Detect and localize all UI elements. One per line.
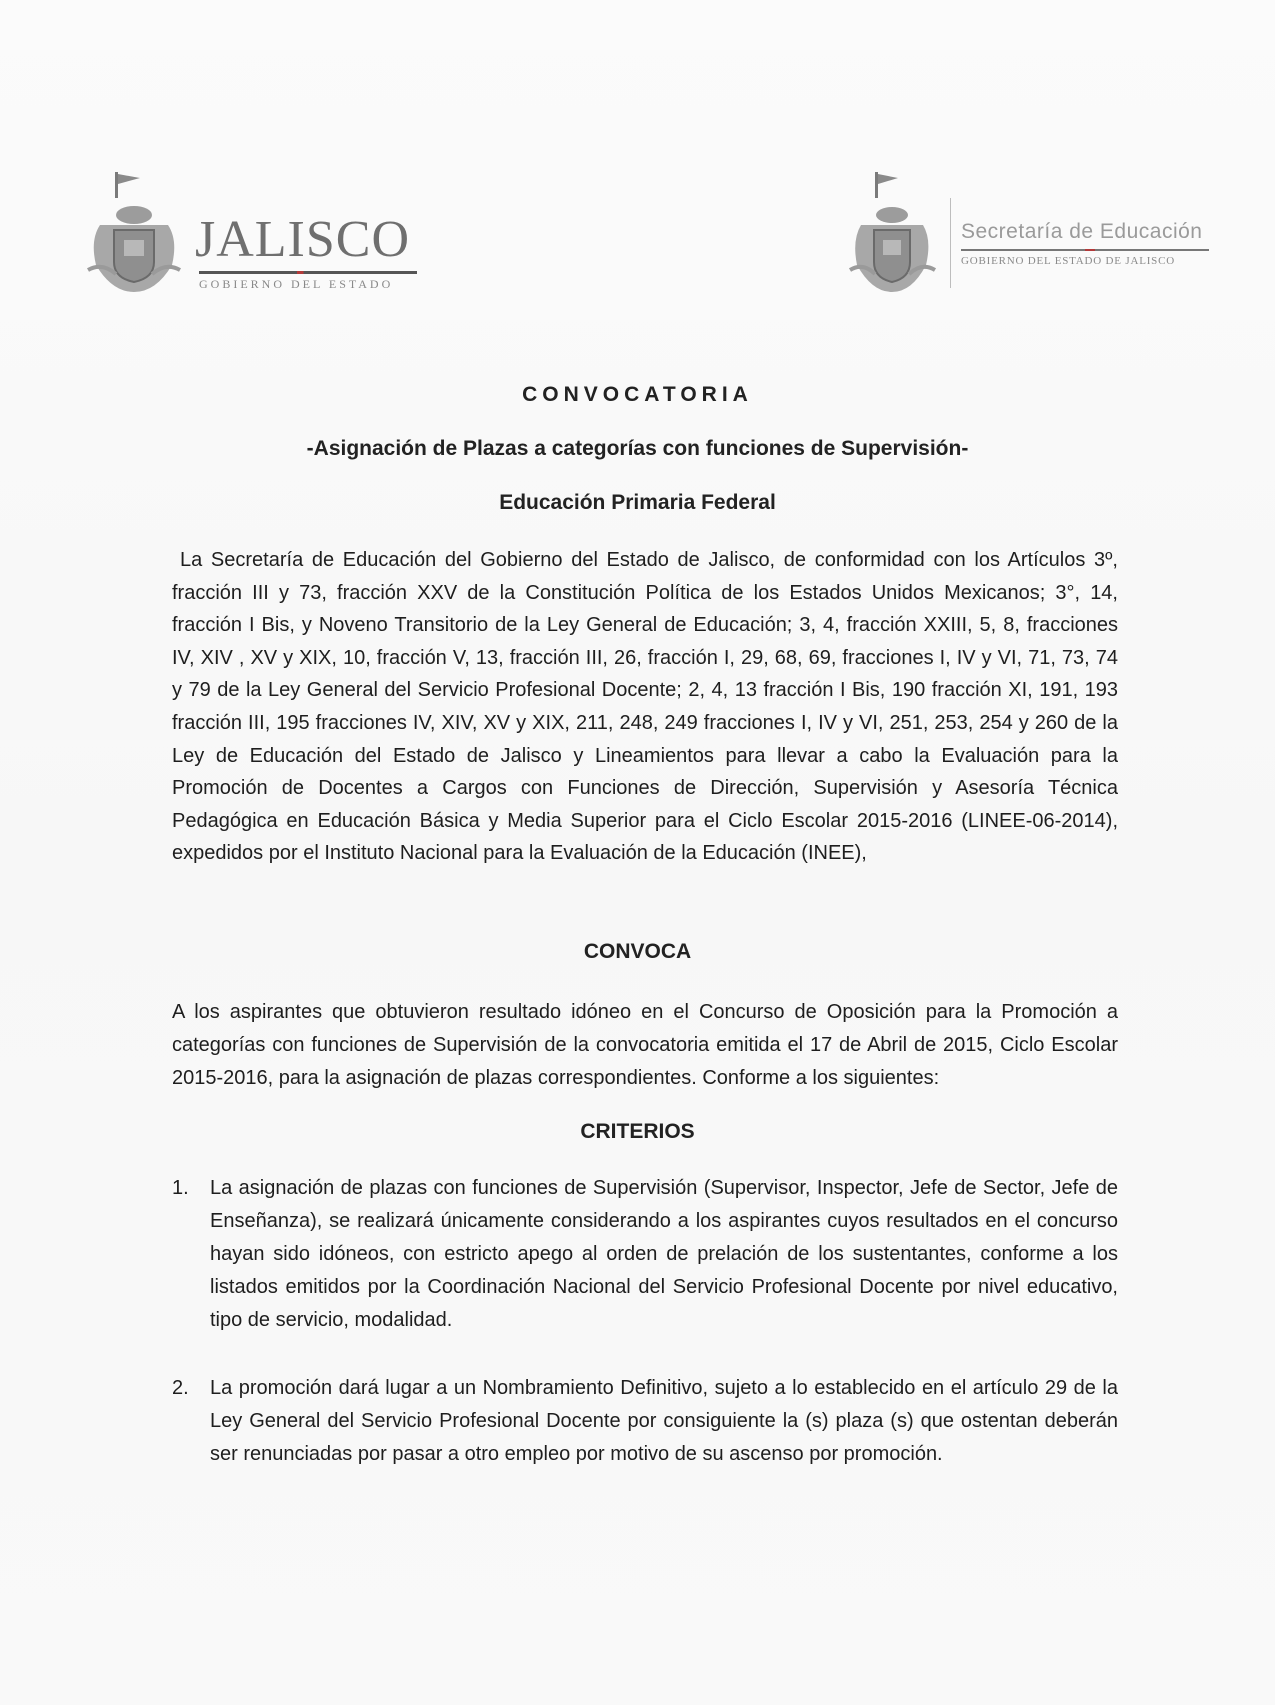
secretaria-crest-icon (845, 170, 940, 295)
criterio-text: La asignación de plazas con funciones de Supervisión (Supervisor, Inspector, Jefe de Sector, Jefe de Enseñanza), se realizará únicamente considerando a los aspirantes cuyos resultados en el concurso hayan sido idóneos, con estricto apego al orden de prelación de los sustentantes, conforme a los listados emitidos por la Coordinación Nacional del Servicio Profesional Docente por nivel educativo, tipo de servicio, modalidad. (210, 1177, 1118, 1331)
jalisco-wordmark: JALISCO (195, 211, 411, 268)
jalisco-subtitle: GOBIERNO DEL ESTADO (199, 277, 394, 291)
education-level: Educación Primaria Federal (499, 491, 776, 514)
criterios-heading: CRITERIOS (580, 1120, 695, 1143)
jalisco-crest-icon (82, 170, 187, 295)
logo-divider (950, 198, 951, 288)
secretaria-title: Secretaría de Educación (961, 220, 1203, 243)
secretaria-subtitle: GOBIERNO DEL ESTADO DE JALISCO (961, 255, 1175, 267)
convoca-heading: CONVOCA (583, 940, 692, 963)
criterio-number: 1. (172, 1177, 189, 1199)
jalisco-rule (199, 271, 417, 274)
convoca-paragraph: A los aspirantes que obtuvieron resultado idóneo en el Concurso de Oposición para la Promoción a categorías con funciones de Supervisión de la convocatoria emitida el 17 de Abril de 2015, Ciclo Escolar 2015-2016, para la asignación de plazas correspondientes. Conforme a los siguientes: (172, 1001, 1118, 1089)
intro-paragraph: La Secretaría de Educación del Gobierno del Estado de Jalisco, de conformidad con los Artículos 3º, fracción III y 73, fracción XXV de la Constitución Política de los Estados Unidos Mexicanos; 3°, 14, fracción I Bis, y Noveno Transitorio de la Ley General de Educación; 3, 4, fracción XXIII, 5, 8, fracciones IV, XIV , XV y XIX, 10, fracción V, 13, fracción III, 26, fracción I, 29, 68, 69, fracciones I, IV y VI, 71, 73, 74 y 79 de la Ley General del Servicio Profesional Docente; 2, 4, 13 fracción I Bis, 190 fracción XI, 191, 193 fracción III, 195 fracciones IV, XIV, XV y XIX, 211, 248, 249 fracciones I, IV y VI, 251, 253, 254 y 260 de la Ley de Educación del Estado de Jalisco y Lineamientos para llevar a cabo la Evaluación para la Promoción de Docentes a Cargos con Funciones de Dirección, Supervisión y Asesoría Técnica Pedagógica en Educación Básica y Media Superior para el Ciclo Escolar 2015-2016 (LINEE-06-2014), expedidos por el Instituto Nacional para la Evaluación de la Educación (INEE), (172, 549, 1118, 865)
document-subtitle: -Asignación de Plazas a categorías con funciones de Supervisión- (306, 437, 969, 460)
document-title: CONVOCATORIA (522, 383, 753, 406)
secretaria-rule (961, 249, 1209, 251)
jalisco-logo (82, 170, 442, 300)
criterio-text: La promoción dará lugar a un Nombramiento Definitivo, sujeto a lo establecido en el artículo 29 de la Ley General del Servicio Profesional Docente por consiguiente la (s) plaza (s) que ostentan deberán ser renunciadas por pasar a otro empleo por motivo de su ascenso por promoción. (210, 1377, 1118, 1465)
secretaria-logo (845, 170, 1215, 300)
criterio-number: 2. (172, 1377, 189, 1399)
